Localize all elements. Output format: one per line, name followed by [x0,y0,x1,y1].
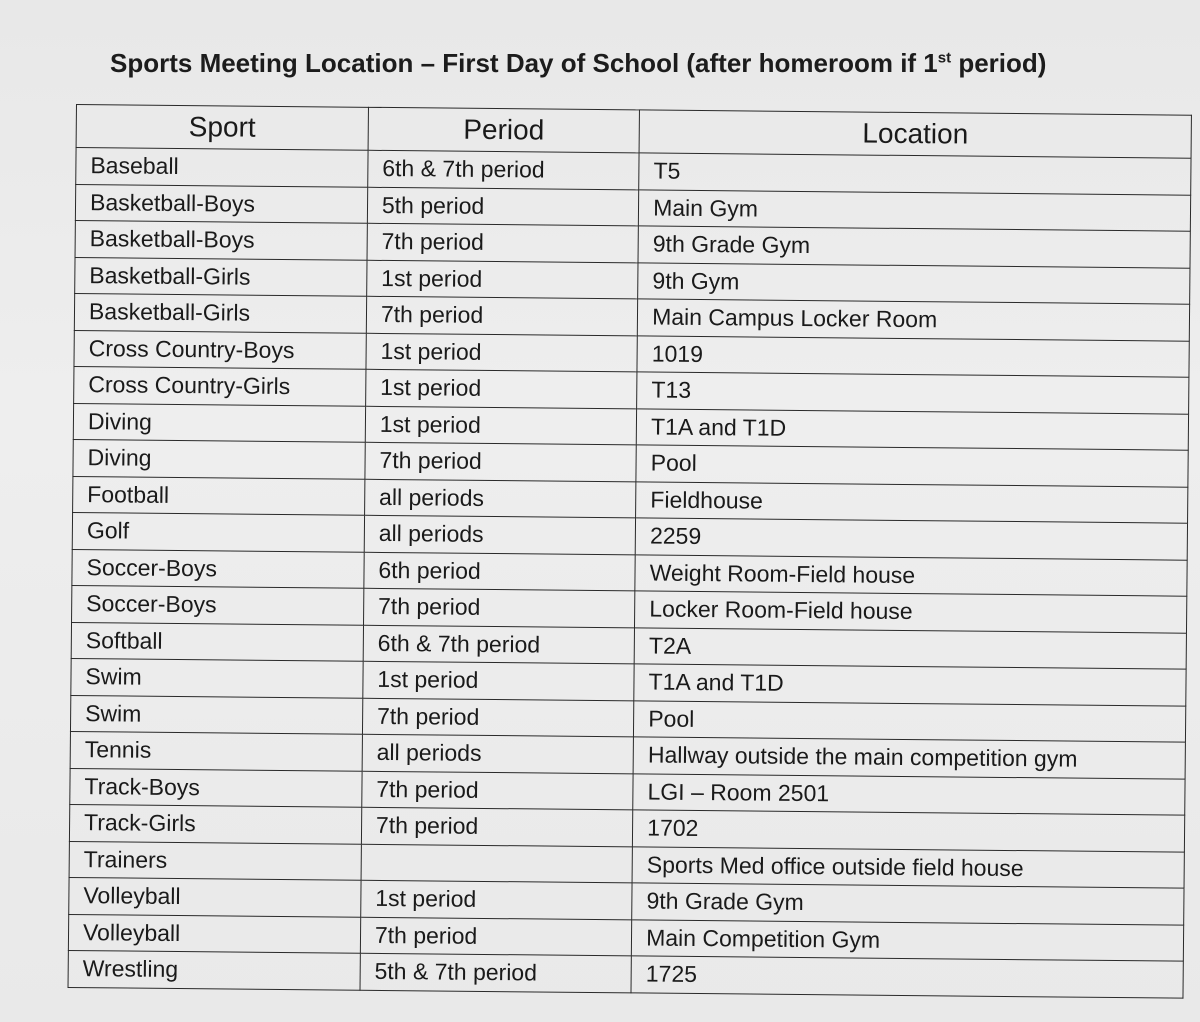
cell-sport: Basketball-Boys [75,184,367,223]
cell-period: 7th period [365,442,637,481]
cell-sport: Volleyball [69,877,361,916]
cell-location: Sports Med office outside field house [632,846,1184,888]
cell-period: 1st period [366,333,638,372]
cell-period: 7th period [362,771,634,810]
cell-sport: Soccer-Boys [72,549,364,588]
cell-period: 7th period [363,588,635,627]
cell-period: 5th period [367,187,639,226]
cell-sport: Diving [73,439,365,478]
cell-period: 6th & 7th period [368,150,640,189]
cell-period: 7th period [366,296,638,335]
cell-location: Pool [636,445,1188,487]
cell-location: 1702 [633,810,1185,852]
cell-sport: Softball [71,622,363,661]
cell-period: 7th period [360,917,632,956]
cell-location: Main Campus Locker Room [637,299,1189,341]
cell-location: Hallway outside the main competition gym [633,737,1185,779]
title-superscript: st [937,49,952,67]
cell-period: 1st period [366,369,638,408]
cell-location: T1A and T1D [634,664,1186,706]
cell-sport: Volleyball [68,914,360,953]
cell-sport: Wrestling [68,950,360,989]
header-sport: Sport [76,105,368,151]
cell-sport: Track-Boys [70,768,362,807]
cell-sport: Cross Country-Boys [74,330,366,369]
cell-location: Weight Room-Field house [635,554,1187,596]
cell-location: Pool [634,700,1186,742]
cell-location: Locker Room-Field house [635,591,1187,633]
cell-period: 1st period [367,260,639,299]
cell-period: 7th period [361,807,633,846]
title-end: period) [951,48,1047,78]
cell-location: 9th Gym [638,262,1190,304]
sports-meeting-table [68,104,1192,998]
cell-location: T2A [634,627,1186,669]
page-title [110,48,1190,79]
cell-location: 9th Grade Gym [632,883,1184,925]
cell-location: Fieldhouse [636,481,1188,523]
cell-period: 7th period [367,223,639,262]
cell-period: all periods [364,515,636,554]
cell-sport: Golf [72,512,364,551]
table-body [68,148,1191,998]
cell-sport: Basketball-Girls [74,293,366,332]
cell-sport: Basketball-Boys [75,220,367,259]
cell-location: 2259 [635,518,1187,560]
cell-sport: Baseball [76,148,368,187]
cell-period: 7th period [362,698,634,737]
cell-sport: Football [73,476,365,515]
cell-sport: Diving [73,403,365,442]
cell-period: 1st period [363,661,635,700]
header-location: Location [639,110,1191,158]
cell-location: LGI – Room 2501 [633,773,1185,815]
cell-sport: Basketball-Girls [75,257,367,296]
cell-sport: Cross Country-Girls [74,366,366,405]
cell-sport: Swim [70,695,362,734]
cell-location: 1725 [631,956,1183,998]
cell-period: 5th & 7th period [360,953,632,992]
cell-period: 1st period [365,406,637,445]
cell-location: T1A and T1D [636,408,1188,450]
cell-sport: Swim [71,658,363,697]
cell-period [361,844,633,883]
cell-period: 1st period [361,880,633,919]
cell-period: 6th period [364,552,636,591]
cell-location: Main Gym [639,189,1191,231]
title-main: Sports Meeting Location – First Day of School (after homeroom if 1 [110,48,938,78]
cell-sport: Track-Girls [69,804,361,843]
cell-location: Main Competition Gym [632,919,1184,961]
cell-sport: Trainers [69,841,361,880]
cell-period: all periods [362,734,634,773]
cell-location: 9th Grade Gym [638,226,1190,268]
cell-sport: Tennis [70,731,362,770]
header-period: Period [368,107,640,153]
cell-period: all periods [364,479,636,518]
cell-location: T5 [639,153,1191,195]
cell-location: T13 [637,372,1189,414]
cell-period: 6th & 7th period [363,625,635,664]
cell-location: 1019 [637,335,1189,377]
cell-sport: Soccer-Boys [72,585,364,624]
